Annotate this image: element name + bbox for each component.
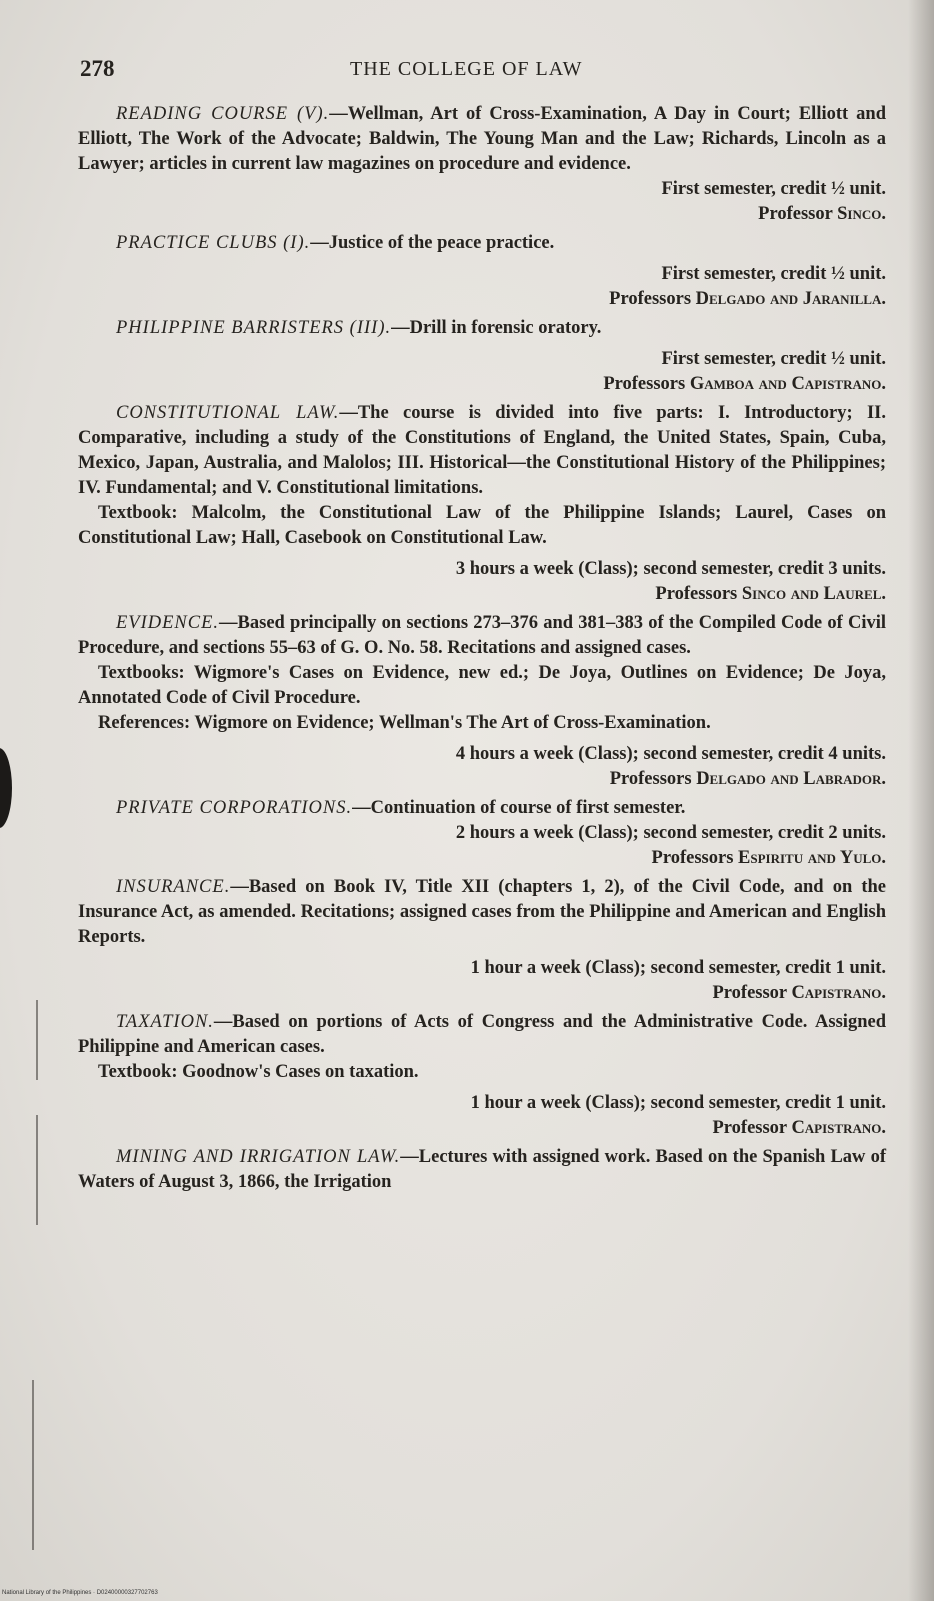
course-entry	[78, 611, 886, 792]
margin-line	[32, 1380, 34, 1550]
course-description	[78, 1145, 886, 1195]
professor-prefix: Professor	[712, 1118, 787, 1138]
course-entry	[78, 1145, 886, 1195]
running-title: THE COLLEGE OF LAW	[350, 58, 583, 80]
course-schedule: First semester, credit ½ unit.	[661, 179, 886, 199]
course-description	[78, 231, 886, 256]
course-heading: READING COURSE (V).	[116, 104, 330, 124]
course-description	[78, 316, 886, 341]
course-entry	[78, 102, 886, 227]
course-text: —Wellman, Art of Cross-Examination, A Day in Court; Elliott and Elliott, The Work of the Advocate; Baldwin, The Young Man and the Law; Richards, Lincoln as a Lawyer; articles in current law magazines on procedure and evidence.	[78, 104, 886, 174]
professor-prefix: Professors	[609, 289, 692, 309]
professor-names: Delgado and Jaranilla.	[695, 289, 886, 309]
professor-names: Delgado and Labrador.	[696, 769, 886, 789]
course-professors	[78, 767, 886, 792]
course-heading: MINING AND IRRIGATION LAW.	[116, 1147, 401, 1167]
course-description	[78, 1010, 886, 1060]
course-text: —Continuation of course of first semester.	[352, 798, 686, 818]
course-entry	[78, 875, 886, 1006]
course-entry	[78, 401, 886, 607]
professor-names: Espiritu and Yulo.	[738, 848, 886, 868]
page-number: 278	[80, 56, 115, 81]
course-entry	[78, 316, 886, 397]
course-heading: CONSTITUTIONAL LAW.	[116, 403, 340, 423]
course-professors	[78, 202, 886, 227]
course-heading: TAXATION.	[116, 1012, 214, 1032]
course-heading: PRACTICE CLUBS (I).	[116, 233, 311, 253]
course-description	[78, 401, 886, 501]
course-schedule: 4 hours a week (Class); second semester, credit 4 units.	[455, 744, 886, 764]
course-schedule: 1 hour a week (Class); second semester, credit 1 unit.	[470, 958, 886, 978]
professor-names: Gamboa and Capistrano.	[689, 374, 886, 394]
page-header	[80, 56, 900, 86]
course-entry	[78, 1010, 886, 1141]
course-schedule: 2 hours a week (Class); second semester, credit 2 units.	[455, 823, 886, 843]
course-text: —The course is divided into five parts: I. Introductory; II. Comparative, including a study of the Constitutions of England, the United States, Spain, Cuba, Mexico, Japan, Australia, and Malolos; III. Historical—the Constitutional History of the Philippines; IV. Fundamental; and V. Constitutional limitations.	[78, 403, 886, 498]
course-description	[78, 102, 886, 177]
course-entry	[78, 231, 886, 312]
course-description	[78, 796, 886, 821]
course-schedule: 3 hours a week (Class); second semester, credit 3 units.	[455, 559, 886, 579]
course-text: —Based principally on sections 273–376 and 381–383 of the Compiled Code of Civil Procedure, and sections 55–63 of G. O. No. 58. Recitations and assigned cases.	[78, 613, 886, 658]
professor-prefix: Professors	[603, 374, 686, 394]
binding-mark	[0, 748, 12, 828]
course-text: —Based on Book IV, Title XII (chapters 1, 2), of the Civil Code, and on the Insurance Act, as amended. Recitations; assigned cases from the Philippine and American and English Reports.	[78, 877, 886, 947]
course-professors	[78, 846, 886, 871]
course-textbooks: Textbook: Malcolm, the Constitutional Law of the Philippine Islands; Laurel, Cases on Constitutional Law; Hall, Casebook on Constitutional Law.	[78, 503, 886, 548]
professor-prefix: Professors	[655, 584, 738, 604]
course-professors	[78, 981, 886, 1006]
margin-line	[36, 1115, 38, 1225]
course-text: —Based on portions of Acts of Congress and the Administrative Code. Assigned Philippine and American cases.	[78, 1012, 886, 1057]
course-heading: INSURANCE.	[116, 877, 231, 897]
course-references: References: Wigmore on Evidence; Wellman's The Art of Cross-Examination.	[98, 713, 711, 733]
course-professors	[78, 287, 886, 312]
course-heading: PHILIPPINE BARRISTERS (III).	[116, 318, 392, 338]
course-text: —Justice of the peace practice.	[310, 233, 555, 253]
course-description	[78, 875, 886, 950]
professor-prefix: Professor	[758, 204, 833, 224]
course-textbooks: Textbook: Goodnow's Cases on taxation.	[98, 1062, 419, 1082]
course-listing	[78, 102, 886, 1199]
page-edge-shadow	[908, 0, 934, 1601]
course-professors	[78, 582, 886, 607]
course-professors	[78, 372, 886, 397]
professor-names: Capistrano.	[791, 983, 886, 1003]
professor-prefix: Professors	[609, 769, 692, 789]
course-description	[78, 611, 886, 661]
course-schedule: 1 hour a week (Class); second semester, credit 1 unit.	[470, 1093, 886, 1113]
professor-prefix: Professor	[712, 983, 787, 1003]
course-heading: PRIVATE CORPORATIONS.	[116, 798, 353, 818]
margin-line	[36, 1000, 38, 1080]
course-professors	[78, 1116, 886, 1141]
scan-credit: National Library of the Philippines · D02400000327702763	[2, 1590, 158, 1596]
course-text: —Drill in forensic oratory.	[391, 318, 602, 338]
course-heading: EVIDENCE.	[116, 613, 220, 633]
course-entry	[78, 796, 886, 871]
course-schedule: First semester, credit ½ unit.	[661, 264, 886, 284]
course-schedule: First semester, credit ½ unit.	[661, 349, 886, 369]
professor-prefix: Professors	[651, 848, 734, 868]
professor-names: Sinco and Laurel.	[741, 584, 886, 604]
course-text: —Lectures with assigned work. Based on the Spanish Law of Waters of August 3, 1866, the Irrigation	[78, 1147, 886, 1192]
professor-names: Sinco.	[837, 204, 886, 224]
course-textbooks: Textbooks: Wigmore's Cases on Evidence, new ed.; De Joya, Outlines on Evidence; De Joya, Annotated Code of Civil Procedure.	[78, 663, 886, 708]
professor-names: Capistrano.	[791, 1118, 886, 1138]
